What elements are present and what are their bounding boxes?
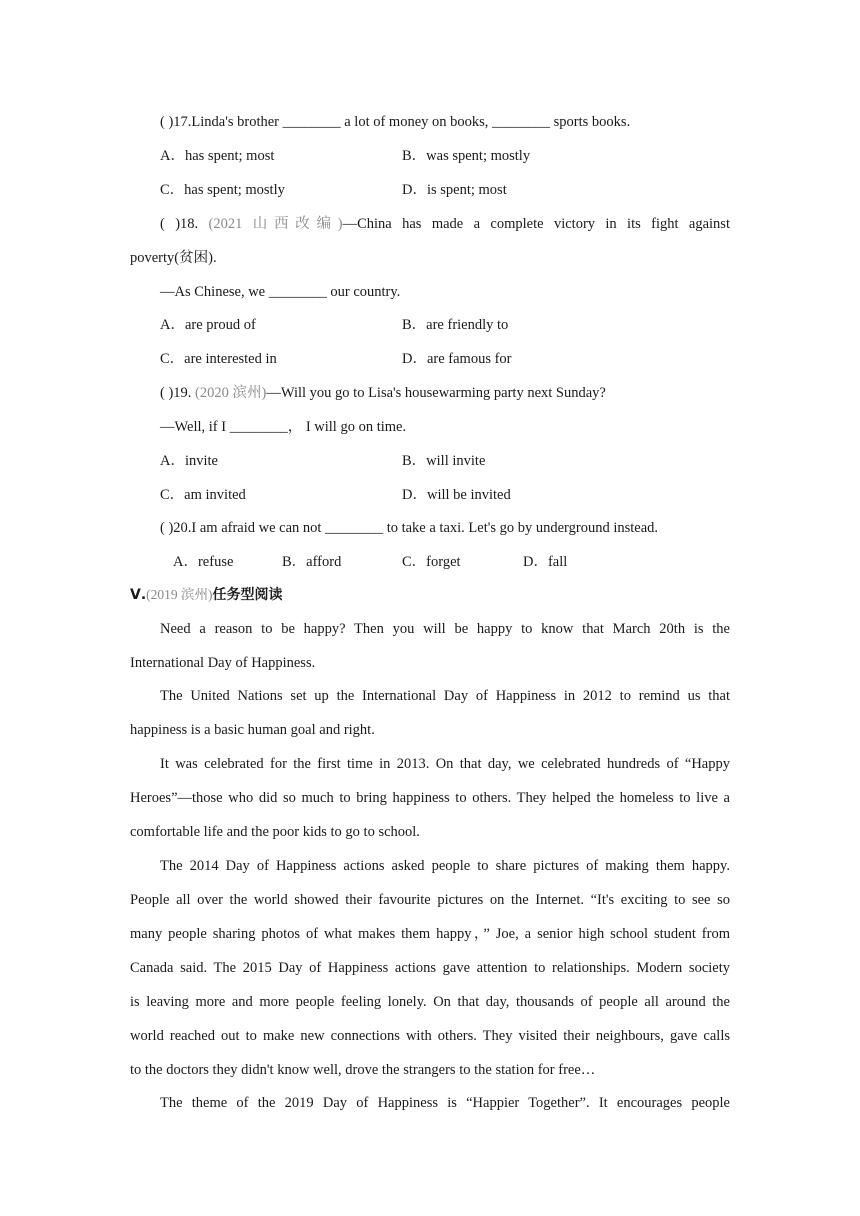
passage-line: International Day of Happiness. [130,655,316,671]
question-19-option-b: B．will invite [402,453,486,469]
question-20-option-c: C．forget [402,554,461,570]
question-17-option-b: B．was spent; mostly [402,148,531,164]
passage-paragraph-1 [130,619,730,671]
question-18-option-b: B．are friendly to [402,317,509,333]
passage-paragraph-3 [130,754,730,840]
question-18-stem-continued: poverty(贫困). [130,250,217,266]
passage-line: The 2014 Day of Happiness actions asked people to share pictures of making them happy. [160,858,730,874]
question-19-number: ( )19. [160,385,196,401]
question-18-reply: —As Chinese, we ________ our country. [160,284,401,300]
question-18-option-c: C．are interested in [160,351,277,367]
section-title: 任务型阅读 [212,587,283,603]
question-18-number: ( )18. [160,216,209,232]
question-20-option-b: B．afford [282,554,342,570]
question-18-stem [160,214,730,234]
question-19-option-a: A．invite [160,453,218,469]
question-17-option-d: D．is spent; most [402,182,507,198]
question-17-option-a: A．has spent; most [160,148,275,164]
question-19-reply: —Well, if I ________， I will go on time. [160,419,407,435]
passage-line: many people sharing photos of what makes them happy，” Joe, a senior high school student from [130,926,730,942]
question-19-text: —Will you go to Lisa's housewarming party next Sunday? [266,385,606,401]
passage-paragraph-2 [130,686,730,738]
passage-paragraph-5 [130,1093,730,1113]
passage-line: is leaving more and more people feeling lonely. On that day, thousands of people all around the [130,994,730,1010]
passage-line: It was celebrated for the first time in 2013. On that day, we celebrated hundreds of “Happy [160,756,730,772]
passage-line: Canada said. The 2015 Day of Happiness actions gave attention to relationships. Modern society [130,960,730,976]
question-18-source: (2021 山西改编) [208,216,343,232]
question-18-text: —China has made a complete victory in its fight against [342,216,730,232]
question-17-option-c: C．has spent; mostly [160,182,285,198]
question-19-option-d: D．will be invited [402,487,511,503]
question-20-stem: ( )20.I am afraid we can not ________ to take a taxi. Let's go by underground instead. [160,520,659,536]
passage-line: The United Nations set up the International Day of Happiness in 2012 to remind us that [160,688,730,704]
passage-line: happiness is a basic human goal and right. [130,722,375,738]
passage-paragraph-4 [130,856,730,1078]
passage-line: The theme of the 2019 Day of Happiness is “Happier Together”. It encourages people [160,1095,730,1111]
section-number: Ⅴ. [130,587,147,603]
passage-line: world reached out to make new connections with others. They visited their neighbours, gave calls [130,1028,730,1044]
passage-line: to the doctors they didn't know well, drove the strangers to the station for free… [130,1062,596,1078]
question-19-option-c: C．am invited [160,487,246,503]
section-heading [130,585,730,605]
question-20-option-d: D．fall [523,554,568,570]
question-17-stem: ( )17.Linda's brother ________ a lot of money on books, ________ sports books. [160,114,631,130]
section-source: (2019 滨州) [146,587,213,602]
question-18-option-a: A．are proud of [160,317,256,333]
question-19-source: (2020 滨州) [195,385,267,401]
passage-line: Need a reason to be happy? Then you will be happy to know that March 20th is the [160,621,730,637]
question-18-option-d: D．are famous for [402,351,512,367]
passage-line: People all over the world showed their favourite pictures on the Internet. “It's exciting to see so [130,892,730,908]
passage-line: Heroes”—those who did so much to bring happiness to others. They helped the homeless to live a [130,790,730,806]
question-19-stem [160,383,760,403]
passage-line: comfortable life and the poor kids to go to school. [130,824,420,840]
question-20-option-a: A．refuse [173,554,234,570]
